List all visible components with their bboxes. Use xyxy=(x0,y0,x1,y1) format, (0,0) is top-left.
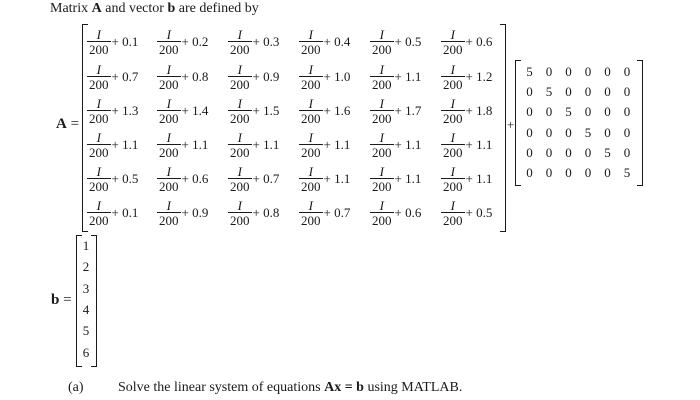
matrix-a-entry xyxy=(228,162,300,196)
fraction-denominator: 200 xyxy=(230,145,250,160)
fraction xyxy=(87,131,111,159)
matrix-identity-entry: 0 xyxy=(545,165,553,180)
matrix-a-entry xyxy=(157,128,229,162)
fraction-numerator: I xyxy=(96,27,101,42)
fraction-denominator: 200 xyxy=(372,111,392,126)
fraction-numerator: I xyxy=(450,198,455,213)
addend: + 0.3 xyxy=(252,34,280,49)
addend: + 1.5 xyxy=(252,103,280,118)
fraction-numerator: I xyxy=(96,164,101,179)
fraction-numerator: I xyxy=(450,164,455,179)
plus-sign: + xyxy=(507,117,515,132)
addend: + 1.0 xyxy=(323,69,351,84)
matrix-identity xyxy=(520,60,637,184)
matrix-identity-entry: 0 xyxy=(604,124,611,140)
fraction-denominator: 200 xyxy=(89,145,109,160)
addend: + 0.2 xyxy=(181,34,209,49)
addend: + 0.9 xyxy=(181,205,209,220)
matrix-identity-entry: 0 xyxy=(545,104,553,120)
matrix-identity-entry: 0 xyxy=(604,104,611,120)
addend: + 1.3 xyxy=(111,103,139,118)
fraction-numerator: I xyxy=(96,198,101,213)
fraction-denominator: 200 xyxy=(159,179,179,194)
addend: + 1.1 xyxy=(111,137,139,152)
matrix-a-entry xyxy=(87,25,159,59)
matrix-a xyxy=(87,24,500,230)
matrix-a-entry xyxy=(370,60,442,94)
matrix-a-entry xyxy=(157,25,229,59)
intro-post: are defined by xyxy=(175,1,259,16)
fraction xyxy=(370,28,394,56)
question-post: using MATLAB. xyxy=(363,380,463,395)
addend: + 1.1 xyxy=(323,137,351,152)
fraction xyxy=(87,63,111,91)
addend: + 0.6 xyxy=(394,205,422,220)
fraction-numerator: I xyxy=(450,27,455,42)
matrix-identity-entry: 0 xyxy=(584,64,592,79)
matrix-identity-entry: 0 xyxy=(545,124,553,140)
fraction-numerator: I xyxy=(379,27,384,42)
intro-vector-name: b xyxy=(167,1,176,16)
matrix-identity-entry: 0 xyxy=(545,144,553,160)
addend: + 0.7 xyxy=(252,171,280,186)
matrix-identity-entry: 5 xyxy=(565,104,572,120)
fraction xyxy=(87,97,111,125)
matrix-a-entry xyxy=(228,60,300,94)
fraction-numerator: I xyxy=(166,62,171,77)
fraction xyxy=(228,97,252,125)
intro-mid: and vector xyxy=(101,1,168,16)
matrix-identity-entry: 0 xyxy=(604,84,611,100)
fraction-numerator: I xyxy=(166,198,171,213)
fraction xyxy=(441,97,465,125)
fraction xyxy=(441,131,465,159)
fraction xyxy=(157,28,181,56)
fraction-denominator: 200 xyxy=(443,213,463,228)
fraction-denominator: 200 xyxy=(372,179,392,194)
fraction xyxy=(228,199,252,227)
fraction-numerator: I xyxy=(308,198,313,213)
fraction-denominator: 200 xyxy=(230,42,250,57)
addend: + 0.6 xyxy=(181,171,209,186)
fraction xyxy=(370,165,394,193)
fraction-numerator: I xyxy=(166,27,171,42)
matrix-a-entry xyxy=(87,128,159,162)
fraction xyxy=(370,199,394,227)
fraction-denominator: 200 xyxy=(159,77,179,92)
matrix-identity-entry: 0 xyxy=(565,124,572,140)
matrix-a-entry xyxy=(87,162,159,196)
fraction-denominator: 200 xyxy=(159,42,179,57)
matrix-a-entry xyxy=(87,94,159,128)
addend: + 1.1 xyxy=(394,137,422,152)
fraction xyxy=(370,63,394,91)
matrix-identity-entry: 0 xyxy=(545,64,553,79)
matrix-a-entry xyxy=(228,128,300,162)
matrix-a-entry xyxy=(87,196,159,230)
matrix-identity-entry: 0 xyxy=(565,144,572,160)
matrix-a-entry xyxy=(299,94,371,128)
addend: + 1.1 xyxy=(465,171,493,186)
fraction xyxy=(228,165,252,193)
question-equation: Ax = b xyxy=(324,380,364,395)
fraction xyxy=(299,63,323,91)
addend: + 1.6 xyxy=(323,103,351,118)
fraction-numerator: I xyxy=(450,96,455,111)
matrix-a-right-bracket xyxy=(500,24,506,232)
vector-b-symbol: b xyxy=(51,292,60,308)
matrix-identity-entry: 0 xyxy=(526,144,533,160)
vector-b-entry: 2 xyxy=(82,259,90,275)
fraction xyxy=(441,28,465,56)
addend: + 1.1 xyxy=(323,171,351,186)
fraction xyxy=(441,199,465,227)
matrix-identity-entry: 0 xyxy=(604,165,611,180)
fraction-numerator: I xyxy=(308,164,313,179)
fraction-denominator: 200 xyxy=(443,111,463,126)
matrix-a-entry xyxy=(157,94,229,128)
fraction-numerator: I xyxy=(237,130,242,145)
matrix-a-entry xyxy=(370,94,442,128)
question-pre: Solve the linear system of equations xyxy=(118,380,325,395)
fraction-denominator: 200 xyxy=(89,111,109,126)
fraction-numerator: I xyxy=(96,62,101,77)
fraction xyxy=(299,97,323,125)
fraction-denominator: 200 xyxy=(301,42,321,57)
fraction-numerator: I xyxy=(237,164,242,179)
vector-b-entry: 4 xyxy=(82,301,90,317)
fraction-denominator: 200 xyxy=(159,213,179,228)
matrix-a-entry xyxy=(370,25,442,59)
fraction-numerator: I xyxy=(96,96,101,111)
fraction-numerator: I xyxy=(450,62,455,77)
fraction xyxy=(87,199,111,227)
matrix-identity-entry: 0 xyxy=(623,84,631,100)
fraction-numerator: I xyxy=(379,130,384,145)
fraction-numerator: I xyxy=(237,62,242,77)
fraction xyxy=(157,97,181,125)
matrix-identity-entry: 0 xyxy=(526,84,533,100)
fraction xyxy=(87,28,111,56)
fraction xyxy=(441,63,465,91)
question-label: (a) xyxy=(68,380,84,395)
matrix-identity-entry: 0 xyxy=(526,124,533,140)
addend: + 0.5 xyxy=(394,34,422,49)
addend: + 0.8 xyxy=(252,205,280,220)
fraction-denominator: 200 xyxy=(230,111,250,126)
vector-b-entry: 5 xyxy=(82,323,90,339)
vector-b-equals: = xyxy=(59,292,72,308)
fraction-denominator: 200 xyxy=(443,179,463,194)
fraction-denominator: 200 xyxy=(89,42,109,57)
matrix-a-entry xyxy=(299,60,371,94)
fraction xyxy=(228,131,252,159)
matrix-a-entry xyxy=(370,128,442,162)
matrix-a-entry xyxy=(299,128,371,162)
fraction xyxy=(157,199,181,227)
matrix-a-entry xyxy=(157,162,229,196)
matrix-a-entry xyxy=(228,196,300,230)
fraction-denominator: 200 xyxy=(443,77,463,92)
fraction xyxy=(299,165,323,193)
fraction-numerator: I xyxy=(96,130,101,145)
matrix-a-entry xyxy=(299,25,371,59)
matrix-a-entry xyxy=(157,196,229,230)
matrix-a-equals: = xyxy=(66,116,80,132)
matrix-a-entry xyxy=(87,60,159,94)
matrix-identity-entry: 0 xyxy=(623,104,631,120)
fraction-numerator: I xyxy=(166,96,171,111)
fraction-numerator: I xyxy=(166,130,171,145)
addend: + 0.1 xyxy=(111,34,139,49)
fraction-numerator: I xyxy=(379,164,384,179)
matrix-identity-entry: 0 xyxy=(623,124,631,140)
fraction-numerator: I xyxy=(379,96,384,111)
fraction-denominator: 200 xyxy=(372,42,392,57)
addend: + 1.1 xyxy=(394,69,422,84)
fraction-numerator: I xyxy=(308,96,313,111)
matrix-identity-entry: 0 xyxy=(604,64,611,79)
matrix-identity-entry: 0 xyxy=(584,144,592,160)
addend: + 1.1 xyxy=(181,137,209,152)
addend: + 0.5 xyxy=(111,171,139,186)
addend: + 1.1 xyxy=(252,137,280,152)
fraction-denominator: 200 xyxy=(301,77,321,92)
fraction-denominator: 200 xyxy=(159,145,179,160)
fraction xyxy=(299,131,323,159)
fraction-numerator: I xyxy=(237,27,242,42)
matrix-identity-entry: 0 xyxy=(623,64,631,79)
matrix-a-entry xyxy=(228,94,300,128)
addend: + 0.7 xyxy=(323,205,351,220)
matrix-identity-entry: 0 xyxy=(584,104,592,120)
vector-b-entry: 1 xyxy=(82,238,90,253)
matrix-identity-entry: 0 xyxy=(565,165,572,180)
addend: + 0.1 xyxy=(111,205,139,220)
fraction xyxy=(299,199,323,227)
fraction xyxy=(87,165,111,193)
addend: + 1.4 xyxy=(181,103,209,118)
intro-matrix-name: A xyxy=(91,1,102,16)
matrix-a-entry xyxy=(299,196,371,230)
vector-b-label xyxy=(51,292,72,309)
matrix-identity-entry: 0 xyxy=(526,104,533,120)
fraction-numerator: I xyxy=(379,62,384,77)
fraction-denominator: 200 xyxy=(301,179,321,194)
fraction-denominator: 200 xyxy=(159,111,179,126)
fraction-denominator: 200 xyxy=(301,145,321,160)
matrix-a-entry xyxy=(370,196,442,230)
question-text xyxy=(118,380,462,396)
fraction-denominator: 200 xyxy=(301,213,321,228)
matrix-identity-entry: 5 xyxy=(584,124,592,140)
matrix-identity-entry: 5 xyxy=(604,144,611,160)
matrix-a-entry xyxy=(228,25,300,59)
addend: + 1.1 xyxy=(394,171,422,186)
fraction-denominator: 200 xyxy=(443,145,463,160)
fraction-denominator: 200 xyxy=(372,145,392,160)
matrix-a-entry xyxy=(299,162,371,196)
matrix-identity-entry: 5 xyxy=(526,64,533,79)
addend: + 1.2 xyxy=(465,69,493,84)
fraction-denominator: 200 xyxy=(230,213,250,228)
fraction xyxy=(157,165,181,193)
intro-pre: Matrix xyxy=(50,1,92,16)
matrix-a-label xyxy=(56,116,79,133)
fraction xyxy=(228,28,252,56)
matrix-a-entry xyxy=(370,162,442,196)
fraction-denominator: 200 xyxy=(230,179,250,194)
fraction-numerator: I xyxy=(308,27,313,42)
vector-b-entry: 6 xyxy=(82,344,90,360)
fraction-numerator: I xyxy=(308,62,313,77)
fraction-numerator: I xyxy=(450,130,455,145)
matrix-identity-entry: 0 xyxy=(565,64,572,79)
matrix-a-symbol: A xyxy=(56,116,67,132)
vector-b-entry: 3 xyxy=(82,280,90,296)
addend: + 1.8 xyxy=(465,103,493,118)
fraction-denominator: 200 xyxy=(230,77,250,92)
addend: + 0.5 xyxy=(465,205,493,220)
addend: + 0.4 xyxy=(323,34,351,49)
fraction-denominator: 200 xyxy=(443,42,463,57)
fraction-numerator: I xyxy=(379,198,384,213)
matrix-identity-entry: 0 xyxy=(623,144,631,160)
fraction xyxy=(157,63,181,91)
fraction-numerator: I xyxy=(237,198,242,213)
matrix-identity-entry: 0 xyxy=(526,165,533,180)
matrix-identity-entry: 5 xyxy=(623,165,631,180)
fraction-numerator: I xyxy=(237,96,242,111)
matrix-identity-right-bracket xyxy=(637,60,643,186)
matrix-a-entry xyxy=(157,60,229,94)
fraction-denominator: 200 xyxy=(89,77,109,92)
addend: + 0.7 xyxy=(111,69,139,84)
vector-b xyxy=(81,235,91,365)
matrix-identity-entry: 0 xyxy=(565,84,572,100)
fraction-denominator: 200 xyxy=(89,213,109,228)
fraction xyxy=(370,131,394,159)
fraction xyxy=(299,28,323,56)
matrix-identity-entry: 5 xyxy=(545,84,553,100)
fraction xyxy=(370,97,394,125)
fraction-denominator: 200 xyxy=(301,111,321,126)
intro-text xyxy=(50,1,259,17)
fraction-denominator: 200 xyxy=(89,179,109,194)
fraction-numerator: I xyxy=(166,164,171,179)
fraction xyxy=(441,165,465,193)
fraction-denominator: 200 xyxy=(372,213,392,228)
fraction xyxy=(228,63,252,91)
vector-b-right-bracket xyxy=(91,235,97,367)
fraction-numerator: I xyxy=(308,130,313,145)
addend: + 0.9 xyxy=(252,69,280,84)
addend: + 1.1 xyxy=(465,137,493,152)
matrix-identity-entry: 0 xyxy=(584,165,592,180)
fraction xyxy=(157,131,181,159)
addend: + 0.6 xyxy=(465,34,493,49)
addend: + 1.7 xyxy=(394,103,422,118)
addend: + 0.8 xyxy=(181,69,209,84)
fraction-denominator: 200 xyxy=(372,77,392,92)
matrix-identity-entry: 0 xyxy=(584,84,592,100)
